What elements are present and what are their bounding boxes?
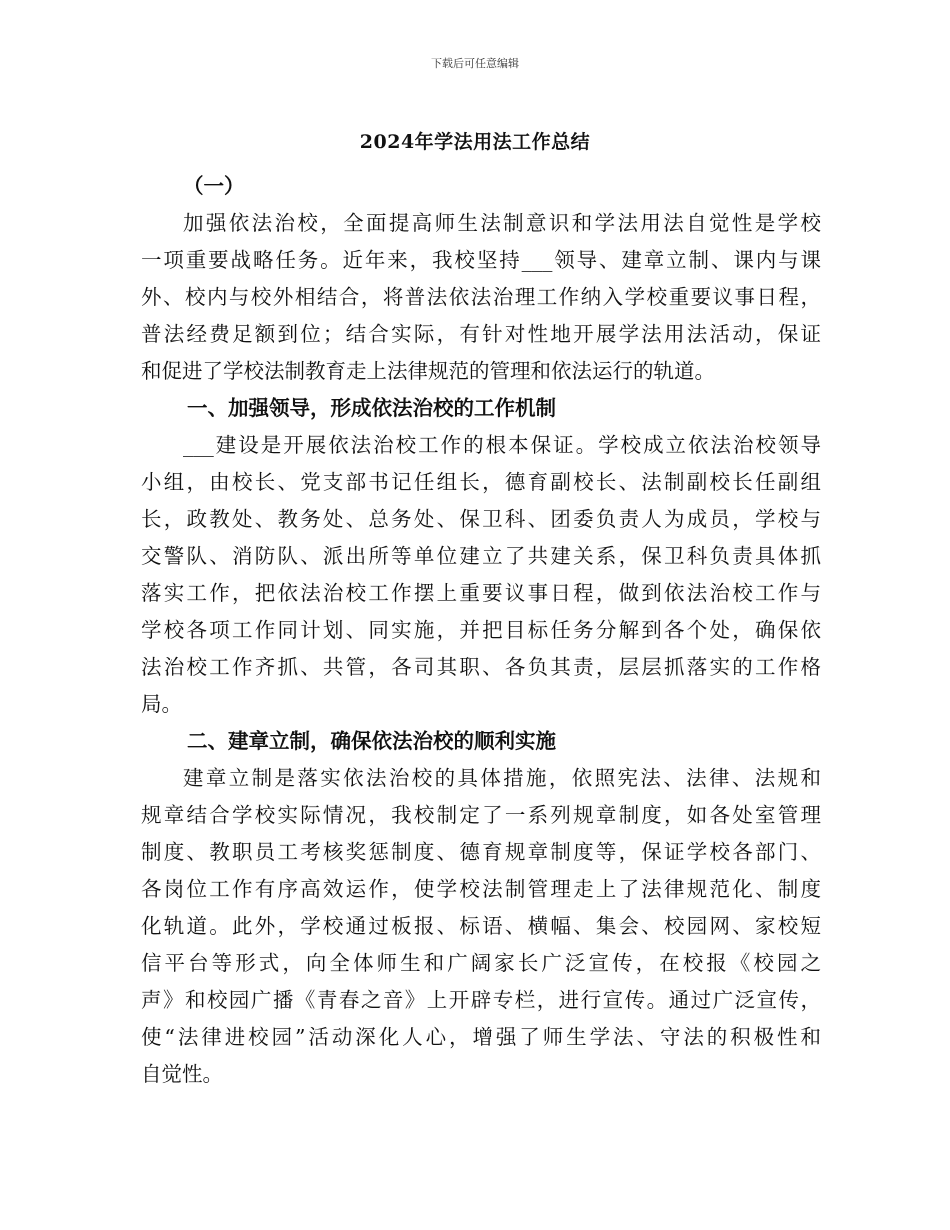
paragraph-line: 规章结合学校实际情况，我校制定了一系列规章制度，如各处室管理 — [141, 803, 821, 827]
paragraph-line: 一项重要战略任务。近年来，我校坚持___领导、建章立制、课内与课 — [141, 248, 821, 272]
paragraph-line: 小组，由校长、党支部书记任组长，德育副校长、法制副校长任副组 — [141, 470, 821, 494]
paragraph-line: ___建设是开展依法治校工作的根本保证。学校成立依法治校领导 — [183, 433, 821, 457]
paragraph-line: 落实工作，把依法治校工作摆上重要议事日程，做到依法治校工作与 — [141, 581, 821, 605]
paragraph-line: 交警队、消防队、派出所等单位建立了共建关系，保卫科负责具体抓 — [141, 544, 821, 568]
paragraph-line: 制度、教职员工考核奖惩制度、德育规章制度等，保证学校各部门、 — [141, 840, 821, 864]
paragraph-line: 外、校内与校外相结合，将普法依法治理工作纳入学校重要议事日程， — [141, 285, 821, 309]
document-body — [141, 168, 821, 1093]
section-heading-1: 一、加强领导，形成依法治校的工作机制 — [187, 396, 556, 420]
paragraph-line: 化轨道。此外，学校通过板报、标语、横幅、集会、校园网、家校短 — [141, 914, 821, 938]
intro-paragraph — [141, 205, 821, 390]
paragraph-line: 加强依法治校，全面提高师生法制意识和学法用法自觉性是学校 — [183, 211, 821, 235]
paragraph-line: 声》和校园广播《青春之音》上开辟专栏，进行宣传。通过广泛宣传， — [141, 988, 821, 1012]
paragraph-line: 和促进了学校法制教育走上法律规范的管理和依法运行的轨道。 — [141, 359, 715, 383]
paragraph-line: 各岗位工作有序高效运作，使学校法制管理走上了法律规范化、制度 — [141, 877, 821, 901]
document-title: 2024年学法用法工作总结 — [359, 131, 591, 153]
paragraph-line: 信平台等形式，向全体师生和广阔家长广泛宣传，在校报《校园之 — [141, 951, 821, 975]
page-header-note: 下载后可任意编辑 — [431, 57, 519, 70]
paragraph-line: 建章立制是落实依法治校的具体措施，依照宪法、法律、法规和 — [183, 766, 821, 790]
paragraph-line: 自觉性。 — [141, 1062, 223, 1086]
paragraph-line: 学校各项工作同计划、同实施，并把目标任务分解到各个处，确保依 — [141, 618, 821, 642]
paragraph-line: 使“法律进校园”活动深化人心，增强了师生学法、守法的积极性和 — [141, 1025, 821, 1049]
paragraph-line: 法治校工作齐抓、共管，各司其职、各负其责，层层抓落实的工作格 — [141, 655, 821, 679]
section-heading-2: 二、建章立制，确保依法治校的顺利实施 — [187, 729, 556, 753]
section-1-paragraph — [141, 427, 821, 723]
paragraph-line: 长，政教处、教务处、总务处、保卫科、团委负责人为成员，学校与 — [141, 507, 821, 531]
part-label: （一） — [183, 174, 245, 198]
paragraph-line: 普法经费足额到位；结合实际，有针对性地开展学法用法活动，保证 — [141, 322, 821, 346]
section-2-paragraph — [141, 760, 821, 1093]
paragraph-line: 局。 — [141, 692, 182, 716]
